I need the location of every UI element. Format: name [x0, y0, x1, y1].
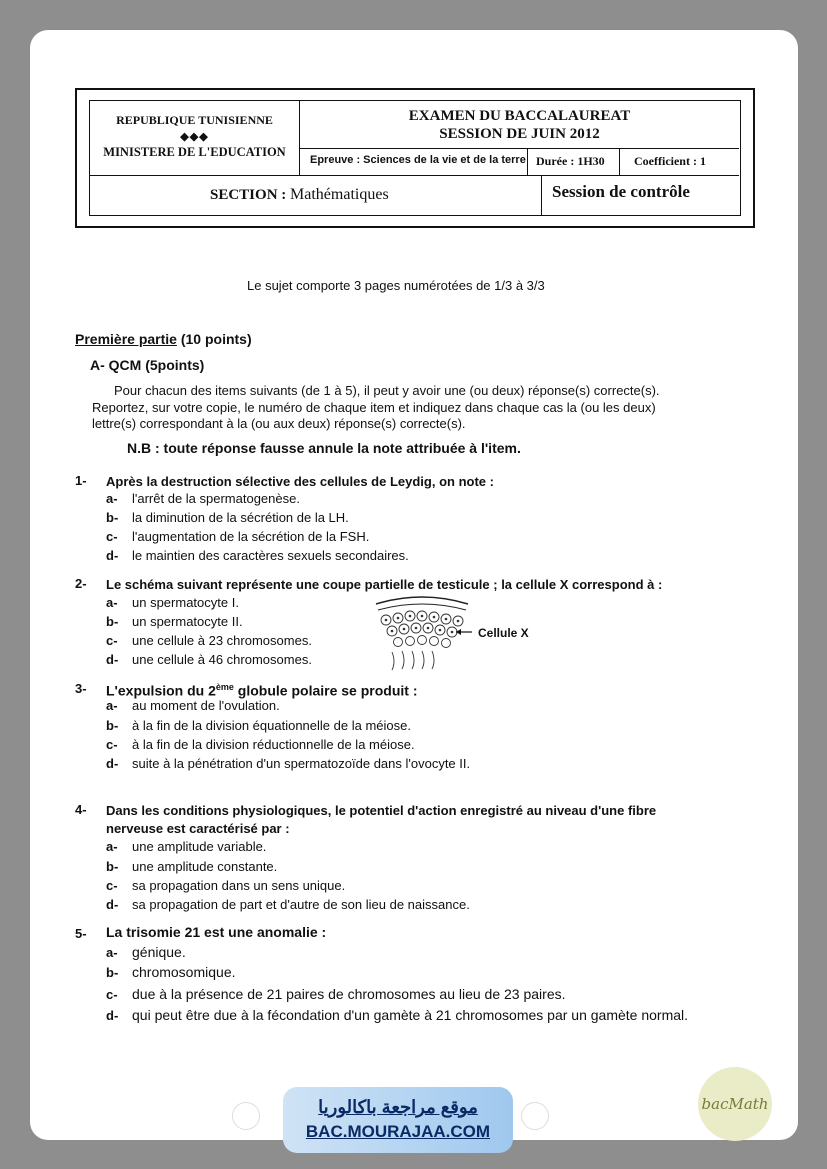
- instruction-line: Pour chacun des items suivants (de 1 à 5), il peut y avoir une (ou deux) réponse(s) correcte(s).: [114, 383, 660, 398]
- option-letter: c-: [106, 737, 118, 752]
- part1-heading: [75, 331, 252, 348]
- option-letter: d-: [106, 756, 119, 771]
- option-text: un spermatocyte I.: [132, 595, 239, 610]
- option-text: l'augmentation de la sécrétion de la FSH.: [132, 529, 370, 544]
- site-logo-icon: [521, 1102, 549, 1130]
- item-question: nerveuse est caractérisé par :: [106, 821, 290, 836]
- exam-title-cell: [300, 101, 739, 149]
- exam-header: [75, 88, 755, 228]
- part1-title: Première partie: [75, 331, 177, 347]
- coefficient-cell: Coefficient : 1: [634, 154, 706, 168]
- question-part: globule polaire se produit :: [233, 682, 418, 699]
- cell-x-label: Cellule X: [478, 626, 529, 640]
- option-text: une amplitude variable.: [132, 839, 267, 854]
- option-letter: a-: [106, 839, 118, 854]
- option-letter: d-: [106, 652, 119, 667]
- option-text: une cellule à 23 chromosomes.: [132, 633, 312, 648]
- option-text: suite à la pénétration d'un spermatozoïde dans l'ovocyte II.: [132, 756, 471, 771]
- site-arabic-name: موقع مراجعة باكالوريا: [318, 1097, 478, 1117]
- option-text: le maintien des caractères sexuels secondaires.: [132, 548, 409, 563]
- option-letter: c-: [106, 529, 118, 544]
- country-name: REPUBLIQUE TUNISIENNE: [116, 113, 273, 127]
- option-letter: a-: [106, 491, 118, 506]
- option-text: sa propagation dans un sens unique.: [132, 878, 346, 893]
- option-letter: a-: [106, 698, 118, 713]
- item-number: 3-: [75, 681, 87, 696]
- testis-section-diagram: [372, 594, 472, 674]
- superscript: ème: [215, 682, 234, 692]
- site-banner-link[interactable]: [283, 1087, 513, 1153]
- site-url[interactable]: BAC.MOURAJAA.COM: [305, 1122, 491, 1141]
- option-text: génique.: [132, 944, 186, 960]
- option-text: qui peut être due à la fécondation d'un gamète à 21 chromosomes par un gamète normal.: [132, 1007, 689, 1023]
- item-number: 5-: [75, 926, 87, 941]
- intro-text: Le sujet comporte 3 pages numérotées de 1/3 à 3/3: [247, 278, 545, 293]
- option-letter: d-: [106, 1008, 119, 1023]
- option-letter: c-: [106, 633, 118, 648]
- ministry-cell: [90, 101, 300, 175]
- option-letter: b-: [106, 614, 119, 629]
- item-question: La trisomie 21 est une anomalie :: [106, 924, 327, 940]
- option-letter: d-: [106, 548, 119, 563]
- option-letter: b-: [106, 510, 119, 525]
- exam-session: SESSION DE JUIN 2012: [439, 126, 600, 142]
- option-text: une cellule à 46 chromosomes.: [132, 652, 312, 667]
- instruction-line: Reportez, sur votre copie, le numéro de chaque item et indiquez dans chaque cas la (ou les deux): [92, 400, 656, 415]
- option-letter: b-: [106, 859, 119, 874]
- item-question: Dans les conditions physiologiques, le potentiel d'action enregistré au niveau d'une fibre: [106, 803, 657, 818]
- site-logo-icon: [232, 1102, 260, 1130]
- option-text: l'arrêt de la spermatogenèse.: [132, 491, 300, 506]
- option-text: due à la présence de 21 paires de chromosomes au lieu de 23 paires.: [132, 986, 566, 1002]
- option-text: à la fin de la division équationnelle de la méiose.: [132, 718, 411, 733]
- option-letter: c-: [106, 987, 118, 1002]
- section-a-title: A- QCM (5points): [90, 357, 205, 373]
- section-label: SECTION :: [210, 187, 287, 203]
- option-text: un spermatocyte II.: [132, 614, 243, 629]
- option-text: au moment de l'ovulation.: [132, 698, 280, 713]
- item-question: Après la destruction sélective des cellules de Leydig, on note :: [106, 474, 494, 489]
- option-letter: b-: [106, 965, 119, 980]
- section-value: Mathématiques: [290, 186, 389, 203]
- exam-title: EXAMEN DU BACCALAUREAT: [408, 108, 631, 124]
- item-question: Le schéma suivant représente une coupe partielle de testicule ; la cellule X correspond à :: [106, 577, 663, 592]
- section-cell: [90, 175, 542, 215]
- ministry-name: MINISTERE DE L'EDUCATION: [103, 145, 286, 159]
- session-control-cell: Session de contrôle: [542, 175, 739, 215]
- option-letter: d-: [106, 897, 119, 912]
- nb-note: N.B : toute réponse fausse annule la note attribuée à l'item.: [127, 440, 521, 456]
- item-question: [106, 679, 418, 700]
- question-part: L'expulsion du 2: [106, 682, 216, 699]
- option-text: chromosomique.: [132, 964, 236, 980]
- option-letter: a-: [106, 945, 118, 960]
- ornament: ◆◆◆: [180, 131, 209, 143]
- option-text: sa propagation de part et d'autre de son lieu de naissance.: [132, 897, 470, 912]
- item-number: 4-: [75, 802, 87, 817]
- bacmath-badge: bacMath: [698, 1067, 772, 1141]
- item-number: 2-: [75, 576, 87, 591]
- item-number: 1-: [75, 473, 87, 488]
- option-letter: c-: [106, 878, 118, 893]
- epreuve-cell: Epreuve : Sciences de la vie et de la terre: [300, 149, 528, 175]
- duration-cell: Durée : 1H30: [528, 149, 620, 175]
- option-text: une amplitude constante.: [132, 859, 278, 874]
- option-letter: a-: [106, 595, 118, 610]
- option-text: la diminution de la sécrétion de la LH.: [132, 510, 349, 525]
- option-letter: b-: [106, 718, 119, 733]
- instruction-line: lettre(s) correspondant à la (ou aux deux) réponse(s) correcte(s).: [92, 416, 466, 431]
- part1-points: (10 points): [176, 331, 252, 347]
- option-text: à la fin de la division réductionnelle de la méiose.: [132, 737, 415, 752]
